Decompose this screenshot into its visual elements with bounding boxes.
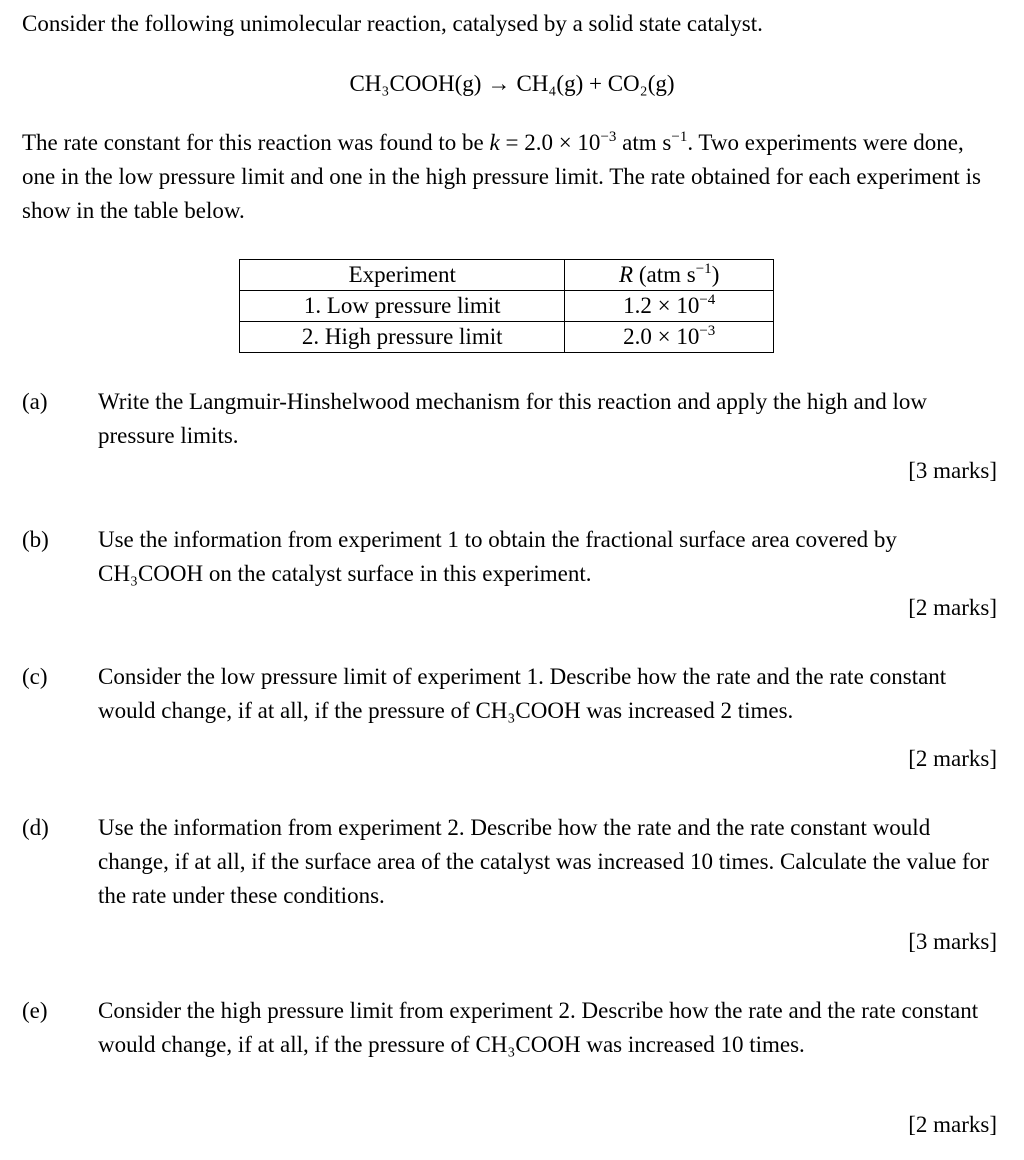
- rate-mantissa: 1.2 × 10: [623, 293, 700, 318]
- marks-label: [2 marks]: [908, 1112, 997, 1137]
- question-label: (c): [22, 664, 48, 689]
- header-experiment: Experiment: [240, 260, 565, 291]
- exponent: −3: [600, 129, 617, 145]
- rate-cell: [565, 291, 774, 322]
- table-row: [240, 322, 774, 353]
- question-label: (e): [22, 998, 48, 1023]
- para-text-1: The rate constant for this reaction was found to be: [22, 130, 490, 155]
- reaction-equation: [0, 67, 1024, 101]
- intro-text: Consider the following unimolecular reaction, catalysed by a solid state catalyst.: [22, 11, 763, 36]
- question-text: Use the information from experiment 2. Describe how the rate and the rate constant would change, if at all, if the surface area of the catalyst was increased 10 times. Calculate the value for the rate under these conditions.: [98, 815, 989, 908]
- k-symbol: k: [489, 130, 500, 155]
- question-label: (d): [22, 815, 49, 840]
- experiment-cell: 2. High pressure limit: [240, 322, 565, 353]
- rate-unit-close: ): [711, 262, 720, 287]
- header-rate: [565, 260, 774, 291]
- experiment-cell: 1. Low pressure limit: [240, 291, 565, 322]
- reactant: CH₃COOH(g): [349, 71, 482, 96]
- marks-label: [2 marks]: [908, 595, 997, 620]
- para-text-4: . Two experiments were done, one in the low pressure limit and one in the high pressure limit. The rate obtained for each experiment is show in the table below.: [22, 130, 981, 223]
- rate-symbol: R: [619, 262, 634, 287]
- marks-label: [3 marks]: [908, 929, 997, 954]
- rate-table: [239, 259, 774, 353]
- reaction-arrow-icon: →: [487, 71, 511, 96]
- exponent: −4: [699, 292, 716, 308]
- product-methane: CH₄(g): [516, 71, 584, 96]
- marks-label: [2 marks]: [908, 746, 997, 771]
- exponent: −1: [695, 261, 712, 277]
- para-text-3: atm s: [616, 130, 672, 155]
- marks-label: [3 marks]: [908, 458, 997, 483]
- product-co2: CO₂(g): [607, 71, 675, 96]
- table-header-row: [240, 260, 774, 291]
- exponent: −1: [671, 129, 688, 145]
- question-text: Consider the low pressure limit of experiment 1. Describe how the rate and the rate constant would change, if at all, if the pressure of CH₃COOH was increased 2 times.: [98, 664, 947, 723]
- question-label: (b): [22, 527, 49, 552]
- rate-unit: (atm s: [633, 262, 696, 287]
- question-text: Write the Langmuir-Hinshelwood mechanism for this reaction and apply the high and low pressure limits.: [98, 389, 927, 448]
- rate-mantissa: 2.0 × 10: [623, 324, 700, 349]
- question-text: Use the information from experiment 1 to obtain the fractional surface area covered by CH₃COOH on the catalyst surface in this experiment.: [98, 527, 897, 586]
- exponent: −3: [699, 323, 716, 339]
- question-text: Consider the high pressure limit from experiment 2. Describe how the rate and the rate constant would change, if at all, if the pressure of CH₃COOH was increased 10 times.: [98, 998, 979, 1057]
- para-text-2: = 2.0 × 10: [499, 130, 601, 155]
- table-row: [240, 291, 774, 322]
- question-label: (a): [22, 389, 48, 414]
- rate-constant-paragraph: [22, 126, 1002, 228]
- rate-cell: [565, 322, 774, 353]
- plus-sign: +: [588, 71, 602, 96]
